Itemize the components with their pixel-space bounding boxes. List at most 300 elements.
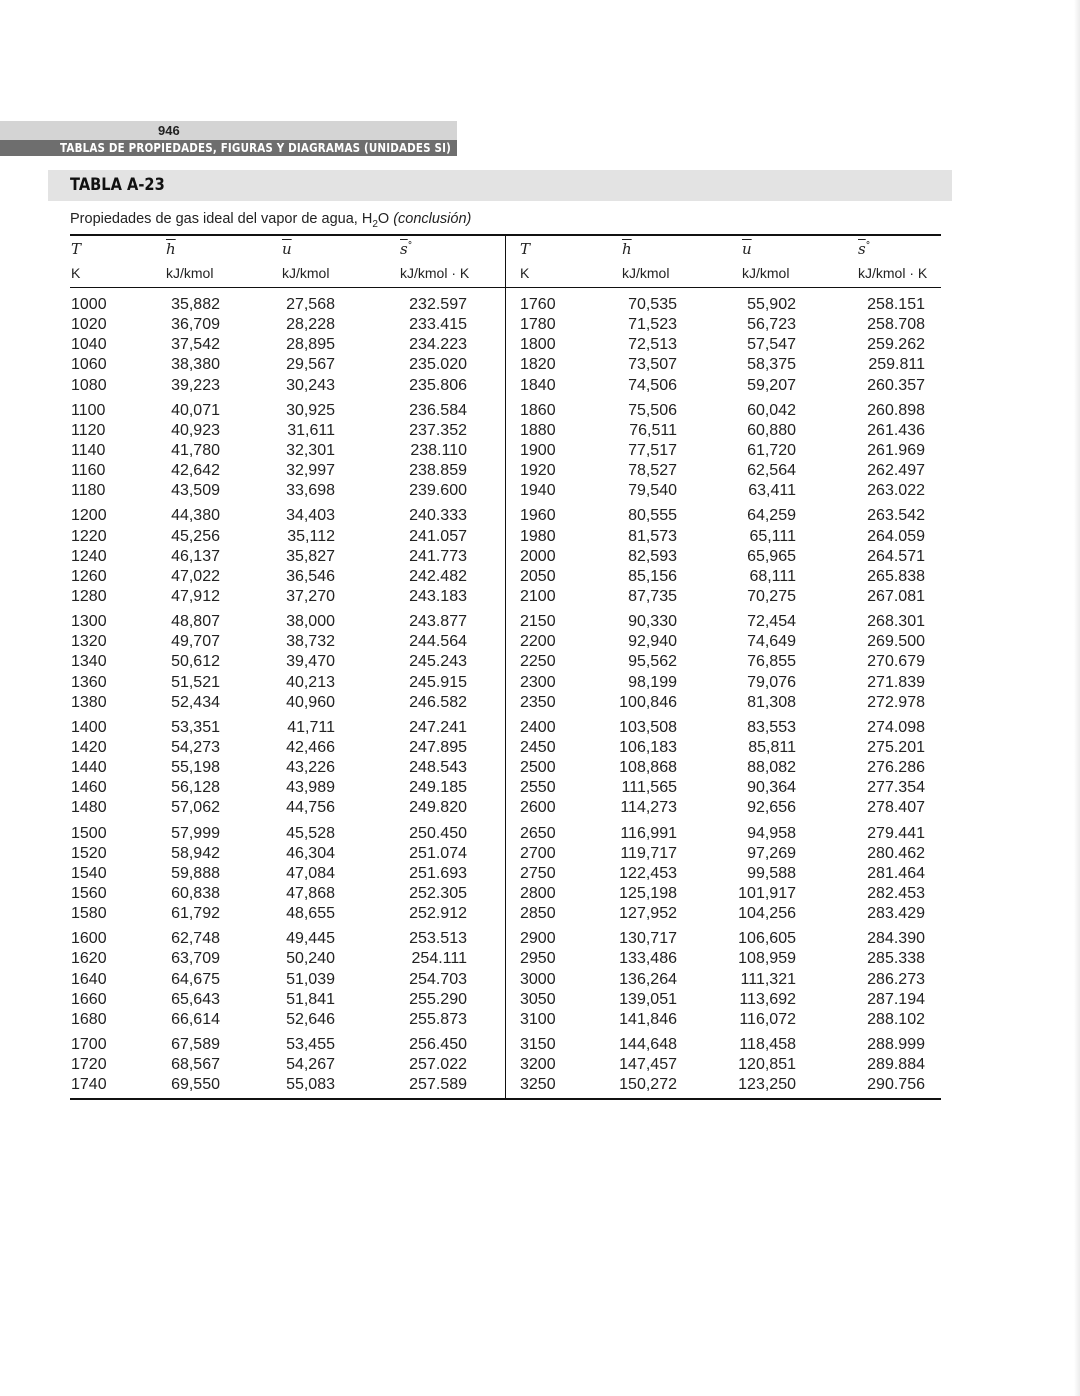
table-cell: 1000 <box>71 296 107 313</box>
caption-text: Propiedades de gas ideal del vapor de agua, H <box>70 211 373 227</box>
table-cell: 1880 <box>520 421 556 439</box>
table-cell: 1100 <box>71 401 106 419</box>
table-cell: 249.820 <box>409 799 467 817</box>
table-cell: 88,082 <box>747 759 796 777</box>
table-cell: 57,547 <box>747 336 796 354</box>
table-cell: 27,568 <box>286 296 335 313</box>
table-cell: 2100 <box>520 587 556 605</box>
table-cell: 259.811 <box>868 356 925 374</box>
table-cell: 257.022 <box>409 1056 467 1074</box>
table-cell: 73,507 <box>628 356 677 374</box>
table-cell: 261.436 <box>867 421 925 439</box>
table-cell: 33,698 <box>286 482 335 500</box>
table-cell: 2550 <box>520 779 556 797</box>
left-s-column <box>385 295 467 1095</box>
table-cell: 92,940 <box>628 633 677 651</box>
table-cell: 92,656 <box>747 799 796 817</box>
table-cell: 83,553 <box>747 718 796 736</box>
table-cell: 1180 <box>71 482 106 500</box>
table-cell: 1380 <box>71 693 107 711</box>
table-cell: 1420 <box>71 738 107 756</box>
table-cell: 260.898 <box>867 401 925 419</box>
table-cell: 64,675 <box>171 970 220 988</box>
table-cell: 49,445 <box>286 930 335 948</box>
table-cell: 38,000 <box>286 613 335 631</box>
table-cell: 130,717 <box>619 930 677 948</box>
table-cell: 1600 <box>71 930 107 948</box>
table-cell: 2000 <box>520 547 556 565</box>
header-right-h-unit: kJ/kmol <box>622 265 670 281</box>
table-cell: 47,022 <box>171 567 220 585</box>
header-right-T-unit: K <box>520 265 530 281</box>
table-cell: 1760 <box>520 296 556 313</box>
table-cell: 36,709 <box>171 316 220 334</box>
table-cell: 72,454 <box>747 613 796 631</box>
table-cell: 1360 <box>71 673 107 691</box>
table-cell: 290.756 <box>867 1076 925 1094</box>
table-cell: 46,137 <box>171 547 220 565</box>
table-cell: 257.589 <box>409 1076 467 1094</box>
table-cell: 75,506 <box>628 401 677 419</box>
table-cell: 30,925 <box>286 401 335 419</box>
table-cell: 106,605 <box>738 930 796 948</box>
table-cell: 251.693 <box>409 864 467 882</box>
table-cell: 263.022 <box>867 482 925 500</box>
table-cell: 1220 <box>71 527 107 545</box>
header-right-u-symbol: $\overline{u}$ <box>742 240 752 258</box>
table-cell: 285.338 <box>867 950 925 968</box>
table-cell: 87,735 <box>628 587 677 605</box>
table-cell: 265.838 <box>867 567 925 585</box>
table-cell: 35,827 <box>286 547 335 565</box>
table-cell: 28,228 <box>286 316 335 334</box>
table-cell: 245.243 <box>409 653 467 671</box>
table-cell: 120,851 <box>738 1056 796 1074</box>
table-cell: 262.497 <box>867 462 925 480</box>
table-cell: 68,567 <box>171 1056 220 1074</box>
table-cell: 67,589 <box>171 1035 220 1053</box>
table-cell: 3150 <box>520 1035 556 1053</box>
table-cell: 2300 <box>520 673 556 691</box>
table-cell: 63,709 <box>171 950 220 968</box>
table-cell: 116,991 <box>620 824 677 842</box>
table-cell: 234.223 <box>409 336 467 354</box>
table-cell: 3000 <box>520 970 556 988</box>
header-right-T-symbol: T <box>520 240 531 258</box>
table-cell: 240.333 <box>409 507 467 525</box>
table-cell: 74,506 <box>628 376 677 394</box>
table-cell: 1580 <box>71 905 107 923</box>
table-cell: 51,039 <box>286 970 335 988</box>
table-cell: 1400 <box>71 718 107 736</box>
table-cell: 264.059 <box>867 527 925 545</box>
table-cell: 1940 <box>520 482 556 500</box>
table-cell: 52,646 <box>286 1010 335 1028</box>
table-cell: 1660 <box>71 990 107 1008</box>
table-cell: 1780 <box>520 316 556 334</box>
table-cell: 248.543 <box>409 759 467 777</box>
table-cell: 277.354 <box>867 779 925 797</box>
header-left-u-symbol: $\overline{u}$ <box>282 240 292 258</box>
table-cell: 2200 <box>520 633 556 651</box>
table-cell: 62,748 <box>171 930 220 948</box>
table-cell: 39,223 <box>171 376 220 394</box>
table-cell: 1980 <box>520 527 556 545</box>
table-cell: 1520 <box>71 844 107 862</box>
header-left-s-symbol: $\overline{s}^\circ$ <box>400 240 413 258</box>
table-cell: 252.912 <box>409 905 467 923</box>
table-cell: 244.564 <box>409 633 467 651</box>
table-cell: 3200 <box>520 1056 556 1074</box>
table-cell: 127,952 <box>619 905 677 923</box>
table-cell: 271.839 <box>867 673 925 691</box>
table-cell: 236.584 <box>409 401 467 419</box>
table-cell: 30,243 <box>286 376 335 394</box>
table-cell: 69,550 <box>171 1076 220 1094</box>
table-cell: 2400 <box>520 718 556 736</box>
table-cell: 235.806 <box>409 376 467 394</box>
table-cell: 54,273 <box>171 738 220 756</box>
header-right-h-symbol: $\overline{h}$ <box>622 240 632 258</box>
caption-italic: (conclusión) <box>393 211 472 227</box>
table-cell: 238.859 <box>409 462 467 480</box>
section-title: TABLAS DE PROPIEDADES, FIGURAS Y DIAGRAMAS (UNIDADES SI) <box>60 141 451 155</box>
table-cell: 246.582 <box>409 693 467 711</box>
table-caption <box>70 211 471 230</box>
table-cell: 63,411 <box>748 482 796 500</box>
table-cell: 55,198 <box>171 759 220 777</box>
left-T-column <box>71 295 141 1095</box>
table-cell: 3050 <box>520 990 556 1008</box>
table-cell: 268.301 <box>867 613 925 631</box>
table-cell: 245.915 <box>409 673 467 691</box>
right-s-column <box>843 295 925 1095</box>
table-cell: 255.290 <box>409 990 467 1008</box>
table-cell: 1020 <box>71 316 107 334</box>
table-cell: 56,128 <box>171 779 220 797</box>
table-cell: 79,076 <box>747 673 796 691</box>
table-cell: 2250 <box>520 653 556 671</box>
table-cell: 288.999 <box>867 1035 925 1053</box>
table-cell: 40,923 <box>171 421 220 439</box>
table-cell: 2950 <box>520 950 556 968</box>
table-cell: 2150 <box>520 613 556 631</box>
table-cell: 2800 <box>520 884 556 902</box>
table-cell: 282.453 <box>867 884 925 902</box>
table-cell: 40,960 <box>286 693 335 711</box>
header-right-s-symbol: $\overline{s}^\circ$ <box>858 240 871 258</box>
table-cell: 1120 <box>71 421 106 439</box>
table-cell: 258.708 <box>867 316 925 334</box>
table-cell: 43,509 <box>171 482 220 500</box>
table-cell: 249.185 <box>409 779 467 797</box>
table-cell: 1740 <box>71 1076 107 1094</box>
table-cell: 104,256 <box>738 905 796 923</box>
table-cell: 41,780 <box>171 441 220 459</box>
table-cell: 150,272 <box>619 1076 677 1094</box>
table-cell: 61,792 <box>171 905 220 923</box>
table-cell: 40,213 <box>286 673 335 691</box>
table-cell: 70,275 <box>747 587 796 605</box>
table-cell: 1560 <box>71 884 107 902</box>
table-cell: 85,156 <box>628 567 677 585</box>
table-cell: 281.464 <box>867 864 925 882</box>
table-center-divider <box>505 236 506 1100</box>
scan-edge-shadow <box>1074 0 1080 1396</box>
table-cell: 136,264 <box>619 970 677 988</box>
table-cell: 59,888 <box>171 864 220 882</box>
table-cell: 272.978 <box>867 693 925 711</box>
table-cell: 62,564 <box>747 462 796 480</box>
table-cell: 66,614 <box>171 1010 220 1028</box>
table-cell: 51,841 <box>286 990 335 1008</box>
table-cell: 141,846 <box>619 1010 677 1028</box>
table-cell: 32,301 <box>286 441 335 459</box>
table-cell: 287.194 <box>867 990 925 1008</box>
table-cell: 251.074 <box>409 844 467 862</box>
table-cell: 1260 <box>71 567 107 585</box>
table-cell: 103,508 <box>619 718 677 736</box>
table-cell: 258.151 <box>867 296 925 313</box>
table-cell: 1280 <box>71 587 107 605</box>
table-cell: 43,226 <box>286 759 335 777</box>
table-cell: 1320 <box>71 633 107 651</box>
header-left-s-unit: kJ/kmol · K <box>400 265 470 281</box>
table-cell: 283.429 <box>867 905 925 923</box>
table-cell: 37,542 <box>171 336 220 354</box>
table-cell: 1720 <box>71 1056 107 1074</box>
table-cell: 78,527 <box>628 462 677 480</box>
header-right-u-unit: kJ/kmol <box>742 265 790 281</box>
table-cell: 58,942 <box>171 844 220 862</box>
table-cell: 122,453 <box>619 864 677 882</box>
table-cell: 82,593 <box>628 547 677 565</box>
table-cell: 101,917 <box>738 884 796 902</box>
table-cell: 64,259 <box>747 507 796 525</box>
table-cell: 114,273 <box>620 799 677 817</box>
table-cell: 108,959 <box>738 950 796 968</box>
left-u-column <box>265 295 335 1095</box>
table-cell: 60,042 <box>747 401 796 419</box>
table-cell: 47,912 <box>171 587 220 605</box>
caption-subscript: 2 <box>372 218 378 230</box>
table-cell: 2700 <box>520 844 556 862</box>
table-cell: 1820 <box>520 356 556 374</box>
table-cell: 55,083 <box>286 1076 335 1094</box>
table-cell: 38,380 <box>171 356 220 374</box>
table-cell: 55,902 <box>747 296 796 313</box>
table-cell: 70,535 <box>628 296 677 313</box>
table-cell: 90,364 <box>747 779 796 797</box>
table-cell: 123,250 <box>738 1076 796 1094</box>
table-cell: 284.390 <box>867 930 925 948</box>
left-h-column <box>150 295 220 1095</box>
table-cell: 41,711 <box>287 718 335 736</box>
table-cell: 1540 <box>71 864 107 882</box>
table-cell: 280.462 <box>867 844 925 862</box>
table-cell: 1480 <box>71 799 107 817</box>
table-cell: 34,403 <box>286 507 335 525</box>
table-cell: 48,655 <box>286 905 335 923</box>
table-cell: 264.571 <box>867 547 925 565</box>
right-T-column <box>520 295 590 1095</box>
table-cell: 250.450 <box>409 824 467 842</box>
table-cell: 47,084 <box>286 864 335 882</box>
header-right-s-unit: kJ/kmol · K <box>858 265 928 281</box>
table-cell: 241.057 <box>409 527 467 545</box>
table-cell: 253.513 <box>409 930 467 948</box>
table-cell: 256.450 <box>409 1035 467 1053</box>
table-cell: 42,466 <box>286 738 335 756</box>
table-cell: 2650 <box>520 824 556 842</box>
page-number: 946 <box>158 123 180 138</box>
table-cell: 254.111 <box>411 950 467 968</box>
table-cell: 94,958 <box>747 824 796 842</box>
table-cell: 144,648 <box>619 1035 677 1053</box>
table-cell: 2750 <box>520 864 556 882</box>
table-cell: 255.873 <box>409 1010 467 1028</box>
table-cell: 1860 <box>520 401 556 419</box>
table-cell: 113,692 <box>739 990 796 1008</box>
table-cell: 53,351 <box>171 718 220 736</box>
table-cell: 50,240 <box>286 950 335 968</box>
table-cell: 1080 <box>71 376 107 394</box>
table-cell: 279.441 <box>867 824 925 842</box>
table-cell: 275.201 <box>867 738 925 756</box>
table-cell: 274.098 <box>867 718 925 736</box>
table-cell: 52,434 <box>171 693 220 711</box>
table-cell: 58,375 <box>747 356 796 374</box>
table-cell: 37,270 <box>286 587 335 605</box>
table-cell: 1140 <box>71 441 106 459</box>
table-cell: 233.415 <box>409 316 467 334</box>
table-title-band <box>48 170 952 201</box>
table-cell: 51,521 <box>171 673 220 691</box>
table-cell: 29,567 <box>286 356 335 374</box>
header-left-u-unit: kJ/kmol <box>282 265 330 281</box>
table-cell: 259.262 <box>867 336 925 354</box>
header-left-T-symbol: T <box>71 240 82 258</box>
table-cell: 72,513 <box>628 336 677 354</box>
table-cell: 261.969 <box>867 441 925 459</box>
table-cell: 61,720 <box>747 441 796 459</box>
table-cell: 1800 <box>520 336 556 354</box>
table-cell: 100,846 <box>619 693 677 711</box>
table-cell: 3250 <box>520 1076 556 1094</box>
table-cell: 48,807 <box>171 613 220 631</box>
table-cell: 44,756 <box>286 799 335 817</box>
table-cell: 49,707 <box>171 633 220 651</box>
table-cell: 1620 <box>71 950 107 968</box>
header-left-h-unit: kJ/kmol <box>166 265 214 281</box>
table-cell: 235.020 <box>409 356 467 374</box>
table-cell: 2850 <box>520 905 556 923</box>
table-cell: 2050 <box>520 567 556 585</box>
table-cell: 81,308 <box>747 693 796 711</box>
table-cell: 36,546 <box>286 567 335 585</box>
table-cell: 1500 <box>71 824 107 842</box>
header-left-h-symbol: $\overline{h}$ <box>166 240 176 258</box>
table-cell: 278.407 <box>867 799 925 817</box>
table-cell: 237.352 <box>409 421 467 439</box>
table-cell: 50,612 <box>171 653 220 671</box>
table-cell: 241.773 <box>409 547 467 565</box>
table-cell: 1060 <box>71 356 107 374</box>
table-cell: 57,999 <box>171 824 220 842</box>
table-cell: 289.884 <box>867 1056 925 1074</box>
table-cell: 68,111 <box>749 567 796 585</box>
table-cell: 95,562 <box>628 653 677 671</box>
table-cell: 1160 <box>71 462 106 480</box>
table-cell: 133,486 <box>619 950 677 968</box>
table-cell: 99,588 <box>747 864 796 882</box>
table-cell: 1460 <box>71 779 107 797</box>
table-cell: 276.286 <box>867 759 925 777</box>
table-cell: 44,380 <box>171 507 220 525</box>
table-cell: 60,880 <box>747 421 796 439</box>
table-cell: 111,321 <box>740 970 796 988</box>
table-cell: 40,071 <box>171 401 220 419</box>
table-cell: 247.895 <box>409 738 467 756</box>
table-cell: 71,523 <box>628 316 677 334</box>
table-cell: 31,611 <box>287 421 335 439</box>
table-cell: 43,989 <box>286 779 335 797</box>
table-cell: 56,723 <box>747 316 796 334</box>
table-cell: 252.305 <box>409 884 467 902</box>
caption-text-mid: O <box>377 211 394 227</box>
table-cell: 90,330 <box>628 613 677 631</box>
table-cell: 39,470 <box>286 653 335 671</box>
table-cell: 119,717 <box>620 844 677 862</box>
table-cell: 1680 <box>71 1010 107 1028</box>
table-cell: 1700 <box>71 1035 107 1053</box>
table-cell: 118,458 <box>739 1035 796 1053</box>
table-cell: 77,517 <box>628 441 677 459</box>
table-cell: 239.600 <box>409 482 467 500</box>
table-title: TABLA A-23 <box>70 175 165 195</box>
table-cell: 97,269 <box>747 844 796 862</box>
header-left-T-unit: K <box>71 265 81 281</box>
table-cell: 2350 <box>520 693 556 711</box>
table-cell: 32,997 <box>286 462 335 480</box>
table-cell: 238.110 <box>410 441 467 459</box>
table-cell: 267.081 <box>867 587 925 605</box>
table-cell: 35,112 <box>287 527 335 545</box>
table-cell: 247.241 <box>409 718 467 736</box>
table-cell: 45,256 <box>171 527 220 545</box>
table-cell: 1340 <box>71 653 107 671</box>
table-cell: 35,882 <box>171 296 220 313</box>
table-cell: 74,649 <box>747 633 796 651</box>
table-cell: 111,565 <box>621 779 677 797</box>
table-cell: 57,062 <box>171 799 220 817</box>
table-cell: 1840 <box>520 376 556 394</box>
table-cell: 76,855 <box>747 653 796 671</box>
table-cell: 60,838 <box>171 884 220 902</box>
table-cell: 45,528 <box>286 824 335 842</box>
table-cell: 232.597 <box>409 296 467 313</box>
table-cell: 139,051 <box>619 990 677 1008</box>
table-cell: 288.102 <box>867 1010 925 1028</box>
table-cell: 81,573 <box>628 527 677 545</box>
table-cell: 260.357 <box>867 376 925 394</box>
right-u-column <box>716 295 796 1095</box>
table-cell: 46,304 <box>286 844 335 862</box>
table-cell: 59,207 <box>747 376 796 394</box>
table-cell: 98,199 <box>628 673 677 691</box>
table-cell: 242.482 <box>409 567 467 585</box>
table-cell: 2900 <box>520 930 556 948</box>
